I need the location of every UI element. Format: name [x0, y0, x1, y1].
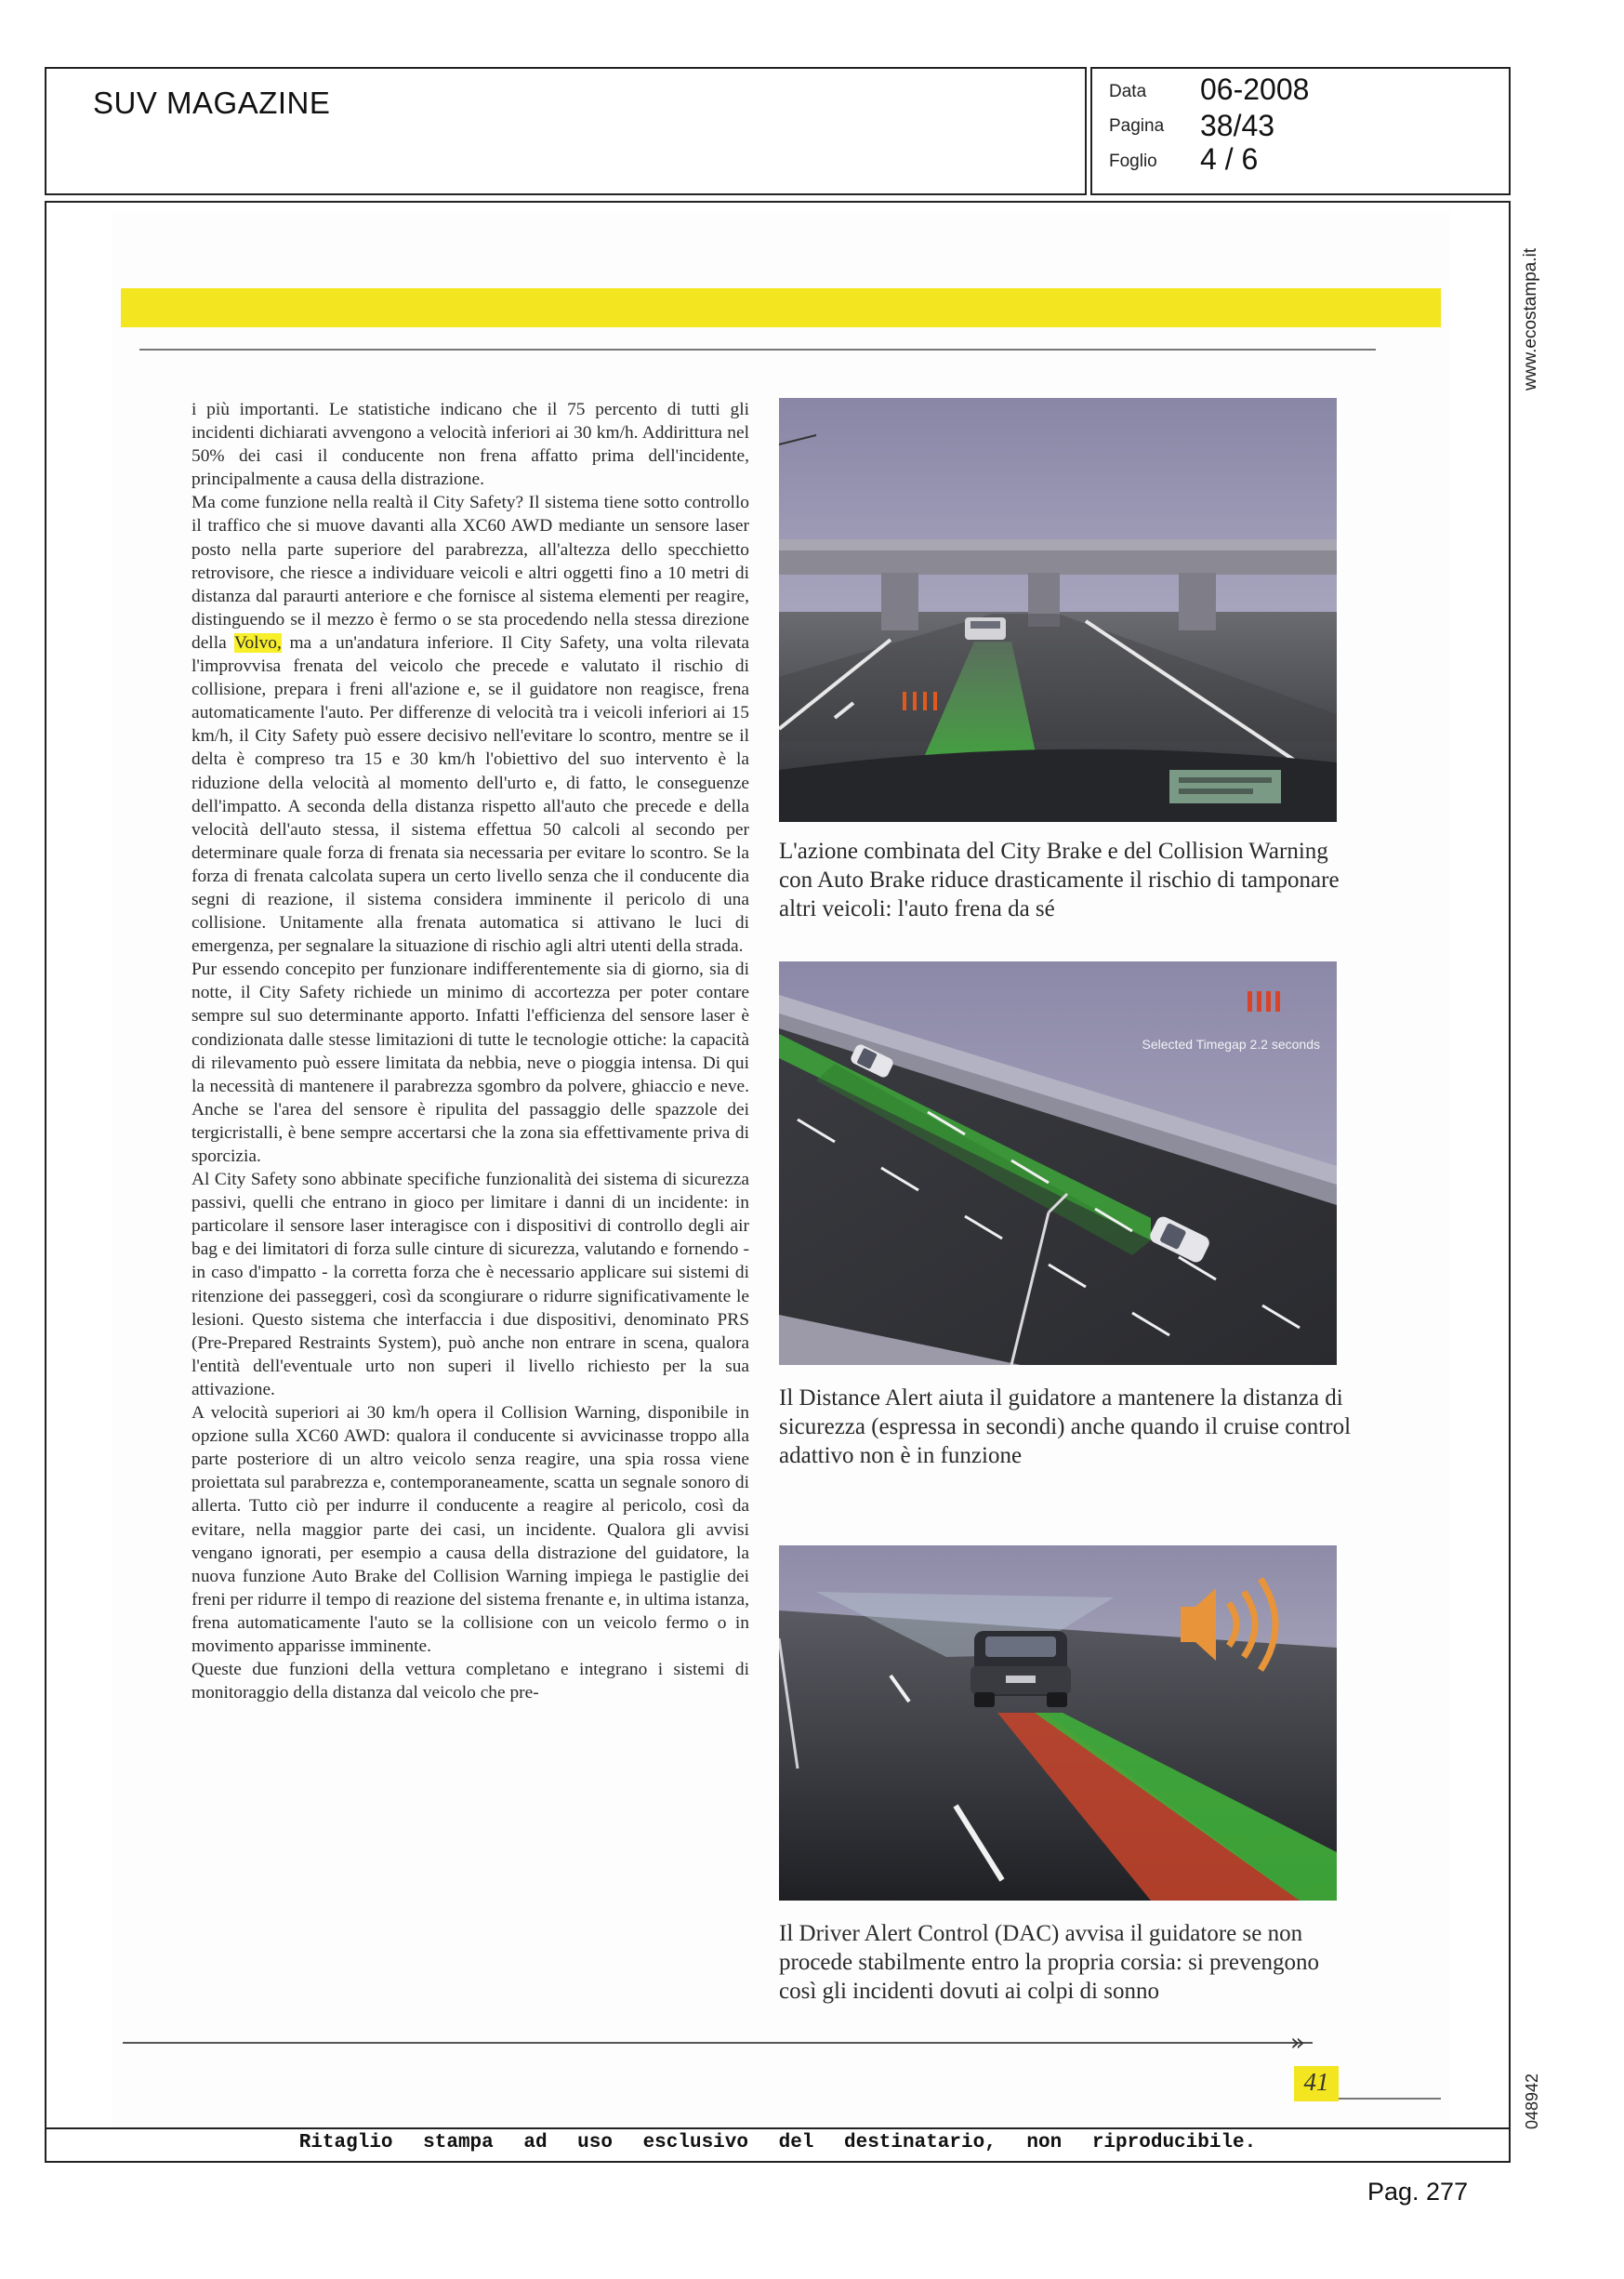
header-divider [1085, 67, 1092, 195]
yellow-band [121, 288, 1441, 327]
article-span: Ma come funzione nella realtà il City Safety? Il sistema tiene sotto controllo il traffico che si muove davanti alla XC60 AWD mediante un sensore laser posto nella parte superiore del parabrezza, all'altezza dello specchietto retrovisore, che riesce a individuare veicoli e altri oggetti fino a 10 metri di distanza dal paraurti anteriore e che fornisce al sistema elementi per reagire, distinguendo se il mezzo è fermo o se sta procedendo nella stessa direzione della [191, 493, 749, 653]
foglio-label: Foglio [1109, 152, 1157, 171]
page-number: 41 [1303, 2068, 1329, 2096]
city-safety-image [779, 398, 1337, 822]
magazine-title: SUV MAGAZINE [93, 86, 331, 120]
highlighted-word: Volvo, [233, 632, 282, 653]
top-rule [139, 349, 1376, 351]
timegap-label: Selected Timegap 2.2 seconds [1142, 1037, 1320, 1052]
caption-driver-alert: Il Driver Alert Control (DAC) avvisa il guidatore se non procede stabilmente entro la propria corsia: si prevengono così gli incidenti dovuti ai colpi di sonno [779, 1921, 1320, 2004]
article-paragraph [191, 491, 749, 958]
pagina-label: Pagina [1109, 116, 1165, 136]
side-url: www.ecostampa.it [1521, 247, 1540, 391]
city-safety-illustration [779, 398, 1337, 822]
distance-alert-image [779, 961, 1337, 1365]
data-value: 06-2008 [1200, 73, 1310, 106]
article-paragraph: Pur essendo concepito per funzionare indifferentemente sia di giorno, sia di notte, il City Safety richiede un minimo di accortezza per poter contare sempre sul suo determinante apporto. Infatti l'efficienza del sensore laser è condizionata dalle stesse limitazioni di tutte le tecnologie ottiche: la capacità di rilevamento può essere limitata da nebbia, neve o pioggia intensa. Di qui la necessità di mantenere il parabrezza sgombro da polvere, ghiaccio e neve. Anche se l'area del sensore è ripulita del passaggio delle spazzole dei tergicristalli, è bene sempre accertarsi che la zona sia effettivamente priva di sporcizia. [191, 960, 749, 1166]
foglio-value: 4 / 6 [1200, 142, 1259, 176]
bottom-rule [123, 2042, 1313, 2044]
driver-alert-illustration [779, 1545, 1337, 1901]
pag-label: Pag. 277 [1367, 2178, 1469, 2206]
page-rule [1339, 2098, 1441, 2100]
side-code: 048942 [1523, 2073, 1541, 2129]
caption-city-safety: L'azione combinata del City Brake e del Collision Warning con Auto Brake riduce drasticamente il rischio di tamponare altri veicoli: l'auto frena da sé [779, 839, 1340, 921]
pagina-value: 38/43 [1200, 109, 1275, 142]
article-paragraph: A velocità superiori ai 30 km/h opera il Collision Warning, disponibile in opzione sulla XC60 AWD: qualora il conducente si avvicinasse troppo alla parte posteriore di un altro veicolo senza reagire, una spia rossa viene proiettata sul parabrezza e, contemporaneamente, scatta un segnale sonoro di allerta. Tutto ciò per indurre il conducente a reagire al pericolo, così da evitare, nella maggior parte dei casi, un incidente. Qualora gli avvisi vengano ignorati, per esempio a causa della distrazione del guidatore, la nuova funzione Auto Brake del Collision Warning impiega le pastiglie dei freni per ridurre il tempo di reazione del sistema frenante e, in ultima istanza, frena automaticamente l'auto se la collisione con un veicolo fermo o in movimento apparisse imminente. [191, 1403, 749, 1656]
driver-alert-image [779, 1545, 1337, 1901]
article-paragraph: Al City Safety sono abbinate specifiche funzionalità dei sistema di sicurezza passivi, quelli che entrano in gioco per limitare i danni di un incidente: in particolare il sensore laser interagisce con i dispositivi di controllo degli air bag e dei limitatori di forza sulle cinture di sicurezza, valutando e fornendo - in caso d'impatto - la corretta forza che è necessario applicare sui sistemi di ritenzione dei passeggeri, così da scongiurare o ridurre significativamente le lesioni. Questo sistema che interfaccia i due dispositivi, denominato PRS (Pre-Prepared Restraints System), può anche non entrare in scena, qualora l'entità dell'eventuale urto non superi il livello richiesto per la sua attivazione. [191, 1170, 749, 1399]
footer-notice: Ritaglio stampa ad uso esclusivo del destinatario, non riproducibile. [298, 2132, 1257, 2153]
article-span: ma a un'andatura inferiore. Il City Safety, una volta rilevata l'improvvisa frenata del veicolo che precede e valutato il rischio di collisione, prepara i freni all'azione e, se il guidatore non reagisce, frena automaticamente l'auto. Per differenze di velocità tra i veicoli inferiori ai 15 km/h, il City Safety può essere decisivo nell'evitare lo scontro, mentre se il delta è compreso tra 15 e 30 km/h l'obiettivo del suo intervento è la riduzione della velocità al momento dell'urto e, di fatto, le conseguenze dell'impatto. A seconda della distanza rispetto all'auto che precede e della velocità dell'auto stessa, il sistema effettua 50 calcoli al secondo per determinare quale forza di frenata sia necessaria per evitare lo scontro. Se la forza di frenata calcolata supera un certo livello senza che il conducente dia segni di reazione, il sistema considera imminente il pericolo di una collisione. Unitamente alla frenata automatica si attivano le luci di emergenza, per segnalare la situazione di rischio agli altri utenti della strada. [191, 632, 749, 957]
article-text [191, 398, 749, 1704]
caption-distance-alert: Il Distance Alert aiuta il guidatore a mantenere la distanza di sicurezza (espressa in secondi) anche quando il cruise control adattivo non è in funzione [779, 1385, 1352, 1468]
continue-arrow-icon: » [1290, 2029, 1305, 2057]
article-paragraph: Queste due funzioni della vettura completano e integrano i sistemi di monitoraggio della distanza dal veicolo che pre- [191, 1660, 749, 1703]
distance-alert-illustration [779, 961, 1337, 1365]
data-label: Data [1109, 82, 1147, 101]
article-paragraph: i più importanti. Le statistiche indicano che il 75 percento di tutti gli incidenti dichiarati avvengono a velocità inferiori ai 30 km/h. Addirittura nel 50% dei casi il conducente non frena affatto prima dell'incidente, principalmente a causa della distrazione. [191, 400, 749, 490]
